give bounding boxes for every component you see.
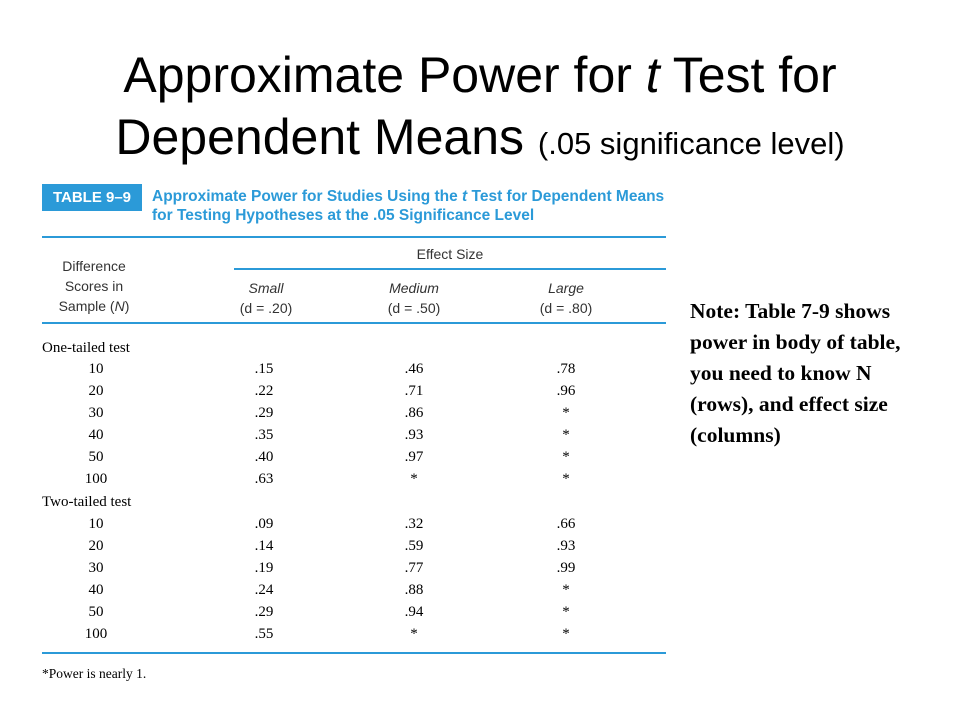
section-label-two-tailed: Two-tailed test bbox=[42, 494, 132, 510]
column-label-medium: Medium bbox=[389, 280, 439, 296]
table-caption-post: Test for Dependent Means for Testing Hypotheses at the .05 Significance Level bbox=[152, 188, 665, 224]
cell-medium: * bbox=[410, 471, 418, 487]
slide-title bbox=[0, 44, 960, 175]
cell-medium: * bbox=[410, 626, 418, 642]
slide-title-line-1 bbox=[0, 44, 960, 106]
column-d-medium: (d = .50) bbox=[387, 300, 441, 316]
cell-small: .22 bbox=[254, 383, 274, 399]
cell-small: .24 bbox=[254, 582, 274, 598]
section-label-one-tailed: One-tailed test bbox=[42, 340, 130, 356]
stub-header-close: ) bbox=[124, 298, 130, 314]
title-sub: (.05 significance level) bbox=[537, 126, 845, 161]
cell-large: * bbox=[562, 604, 570, 620]
cell-large: * bbox=[562, 405, 570, 421]
column-header-large bbox=[506, 278, 626, 318]
header-bottom-rule bbox=[42, 322, 666, 324]
cell-large: * bbox=[562, 471, 570, 487]
cell-medium: .93 bbox=[404, 427, 424, 443]
table-bottom-rule bbox=[42, 652, 666, 654]
stub-header-line-3 bbox=[44, 296, 144, 316]
stub-header-line-2: Scores in bbox=[64, 278, 124, 294]
cell-medium: .94 bbox=[404, 604, 424, 620]
cell-small: .29 bbox=[254, 604, 274, 620]
cell-large: * bbox=[562, 427, 570, 443]
effect-size-rule bbox=[234, 268, 666, 270]
stub-header-n: N bbox=[114, 298, 125, 314]
title-italic: t bbox=[645, 47, 660, 103]
cell-n: 50 bbox=[88, 604, 104, 620]
cell-small: .63 bbox=[254, 471, 274, 487]
table-header-bar bbox=[42, 184, 666, 234]
cell-n: 30 bbox=[88, 560, 104, 576]
title-main: Approximate Power for bbox=[123, 47, 646, 103]
table-caption bbox=[152, 187, 672, 225]
cell-large: * bbox=[562, 626, 570, 642]
cell-n: 100 bbox=[84, 471, 108, 487]
column-header-medium bbox=[354, 278, 474, 318]
cell-small: .14 bbox=[254, 538, 274, 554]
cell-medium: .46 bbox=[404, 361, 424, 377]
column-label-small: Small bbox=[248, 280, 284, 296]
cell-large: * bbox=[562, 449, 570, 465]
cell-n: 10 bbox=[88, 516, 104, 532]
cell-n: 30 bbox=[88, 405, 104, 421]
table-caption-pre: Approximate Power for Studies Using the bbox=[152, 188, 463, 205]
table-caption-italic: t bbox=[462, 188, 468, 205]
cell-small: .35 bbox=[254, 427, 274, 443]
table-footnote: *Power is nearly 1. bbox=[42, 666, 147, 681]
table-top-rule bbox=[42, 236, 666, 238]
cell-medium: .88 bbox=[404, 582, 424, 598]
cell-n: 40 bbox=[88, 427, 104, 443]
cell-large: .78 bbox=[556, 361, 576, 377]
cell-small: .55 bbox=[254, 626, 274, 642]
cell-medium: .32 bbox=[404, 516, 424, 532]
cell-small: .15 bbox=[254, 361, 274, 377]
cell-n: 50 bbox=[88, 449, 104, 465]
table-tag: TABLE 9–9 bbox=[42, 184, 142, 211]
cell-small: .40 bbox=[254, 449, 274, 465]
stub-header-sample: Sample ( bbox=[58, 298, 115, 314]
cell-n: 100 bbox=[84, 626, 108, 642]
cell-large: .96 bbox=[556, 383, 576, 399]
column-label-large: Large bbox=[548, 280, 584, 296]
cell-n: 20 bbox=[88, 383, 104, 399]
cell-n: 20 bbox=[88, 538, 104, 554]
cell-large: .99 bbox=[556, 560, 576, 576]
stub-header bbox=[44, 256, 144, 316]
slide-title-line-2 bbox=[0, 106, 960, 175]
cell-medium: .97 bbox=[404, 449, 424, 465]
title-rest-2: Dependent Means bbox=[115, 109, 538, 165]
column-d-large: (d = .80) bbox=[539, 300, 593, 316]
power-table bbox=[38, 178, 670, 688]
cell-medium: .86 bbox=[404, 405, 424, 421]
cell-large: .66 bbox=[556, 516, 576, 532]
note-text: Note: Table 7-9 shows power in body of table, you need to know N (rows), and effect size (columns) bbox=[690, 299, 901, 447]
column-d-small: (d = .20) bbox=[239, 300, 293, 316]
cell-n: 40 bbox=[88, 582, 104, 598]
cell-small: .19 bbox=[254, 560, 274, 576]
column-header-small bbox=[206, 278, 326, 318]
cell-medium: .59 bbox=[404, 538, 424, 554]
effect-size-header: Effect Size bbox=[416, 246, 484, 262]
cell-medium: .71 bbox=[404, 383, 424, 399]
title-rest-1: Test for bbox=[659, 47, 837, 103]
cell-large: * bbox=[562, 582, 570, 598]
cell-medium: .77 bbox=[404, 560, 424, 576]
cell-small: .29 bbox=[254, 405, 274, 421]
stub-header-line-1: Difference bbox=[62, 258, 126, 274]
cell-n: 10 bbox=[88, 361, 104, 377]
cell-small: .09 bbox=[254, 516, 274, 532]
cell-large: .93 bbox=[556, 538, 576, 554]
